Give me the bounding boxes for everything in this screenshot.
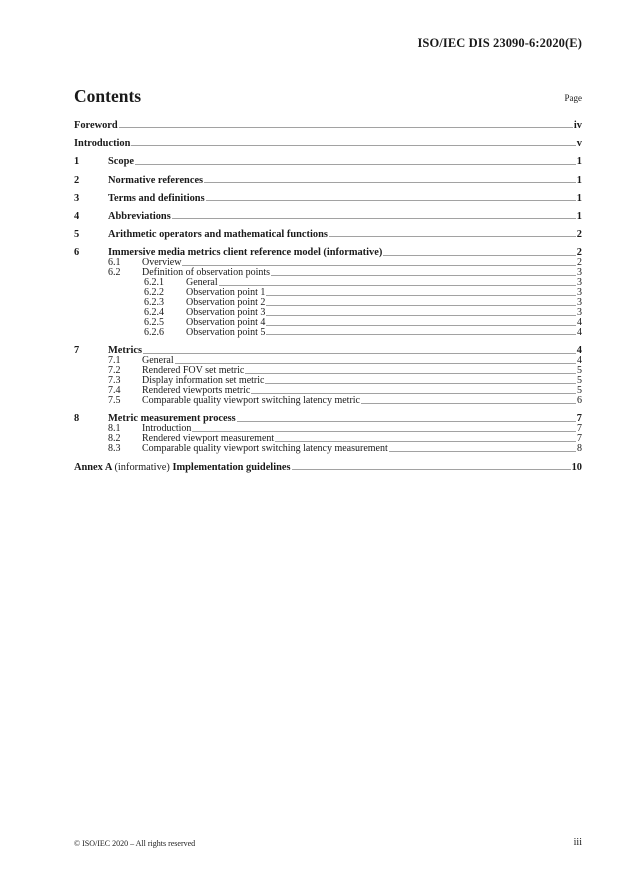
toc-entry[interactable]	[74, 121, 582, 130]
toc-entry-page: 7	[577, 433, 582, 445]
toc-entry[interactable]	[74, 346, 582, 355]
toc-entry-number: 6.2.2	[144, 287, 164, 299]
toc-entry-number: 7.5	[108, 395, 121, 407]
dot-leader	[143, 353, 576, 354]
dot-leader	[266, 315, 576, 316]
dot-leader	[266, 305, 576, 306]
toc-entry[interactable]	[74, 176, 582, 185]
toc-entry-title: Arithmetic operators and mathematical functions	[108, 229, 328, 241]
toc-entry-title: Comparable quality viewport switching latency measurement	[142, 443, 388, 455]
toc-entry-number: 3	[74, 192, 80, 204]
toc-entry-title: Rendered FOV set metric	[142, 365, 245, 377]
toc-entry-title: Introduction	[142, 423, 192, 435]
dot-leader	[389, 451, 576, 452]
dot-leader	[131, 145, 575, 146]
toc-entry-title: Metrics	[108, 345, 143, 357]
toc-entry-title: Observation point 1	[186, 287, 266, 299]
toc-entry-number: 8.3	[108, 443, 121, 455]
toc-entry-page: v	[576, 138, 582, 150]
dot-leader	[172, 218, 576, 219]
toc-entry-page: 3	[577, 297, 582, 309]
toc-entry-title: Rendered viewport measurement	[142, 433, 275, 445]
toc-entry-page: 5	[577, 365, 582, 377]
copyright-notice: © ISO/IEC 2020 – All rights reserved	[74, 839, 196, 848]
toc-entry-page: 3	[577, 287, 582, 299]
toc-entry-title	[74, 463, 291, 473]
toc-entry-page: 4	[577, 327, 582, 339]
dot-leader	[383, 255, 576, 256]
dot-leader	[245, 373, 576, 374]
toc-entry-page: 5	[577, 385, 582, 397]
annex-title: Implementation guidelines	[172, 461, 291, 473]
dot-leader	[206, 200, 576, 201]
toc-entry[interactable]	[74, 139, 582, 148]
toc-entry-page: 5	[577, 375, 582, 387]
dot-leader	[361, 403, 576, 404]
toc-entry[interactable]	[74, 248, 582, 257]
dot-leader	[329, 236, 576, 237]
toc-entry-title: General	[186, 277, 218, 289]
toc-entry[interactable]	[74, 396, 582, 405]
toc-entry-page: 2	[576, 229, 582, 241]
toc-entry[interactable]	[74, 194, 582, 203]
toc-entry[interactable]	[74, 424, 582, 433]
toc-entry-number: 6.2.5	[144, 317, 164, 329]
toc-entry[interactable]	[74, 278, 582, 287]
toc-entry-title: Scope	[108, 156, 134, 168]
annex-prefix: Annex A	[74, 461, 112, 473]
toc-entry-page: 4	[577, 317, 582, 329]
toc-entry-title: Comparable quality viewport switching latency metric	[142, 395, 360, 407]
dot-leader	[251, 393, 576, 394]
dot-leader	[182, 265, 576, 266]
toc-entry-number: 6.2.1	[144, 277, 164, 289]
toc-entry-number: 4	[74, 210, 80, 222]
toc-entry-title: Definition of observation points	[142, 267, 271, 279]
toc-entry[interactable]	[74, 268, 582, 277]
toc-entry[interactable]	[74, 288, 582, 297]
annex-informative: (informative)	[114, 461, 170, 473]
toc-entry-page: 3	[577, 267, 582, 279]
toc-entry-page: 7	[577, 423, 582, 435]
toc-entry-number: 7.4	[108, 385, 121, 397]
toc-entry-title: Abbreviations	[108, 210, 171, 222]
toc-entry-page: 1	[576, 174, 582, 186]
toc-entry-title: Normative references	[108, 174, 204, 186]
toc-entry-title: Introduction	[74, 138, 131, 150]
toc-entry[interactable]	[74, 434, 582, 443]
toc-entry-title: Terms and definitions	[108, 192, 205, 204]
toc-entry[interactable]	[74, 444, 582, 453]
toc-entry[interactable]	[74, 308, 582, 317]
toc-entry-title: Display information set metric	[142, 375, 265, 387]
toc-entry-page: 2	[576, 247, 582, 259]
toc-entry-number: 6.2.6	[144, 327, 164, 339]
toc-entry-page: 7	[576, 413, 582, 425]
dot-leader	[135, 164, 576, 165]
toc-entry-page: 1	[576, 210, 582, 222]
dot-leader	[265, 383, 576, 384]
page-title: Contents	[74, 86, 142, 106]
toc-entry-page: 2	[577, 257, 582, 269]
toc-entry-number: 8.2	[108, 433, 121, 445]
toc-entry[interactable]	[74, 376, 582, 385]
toc-entry-number: 6.2	[108, 267, 121, 279]
toc-entry[interactable]	[74, 356, 582, 365]
toc-entry-title: Observation point 5	[186, 327, 266, 339]
toc-entry[interactable]	[74, 328, 582, 337]
toc-entry-number: 7.1	[108, 355, 121, 367]
document-id: ISO/IEC DIS 23090-6:2020(E)	[417, 36, 582, 50]
toc-entry[interactable]	[74, 318, 582, 327]
toc-entry-title: Overview	[142, 257, 182, 269]
toc-entry-number: 2	[74, 174, 80, 186]
dot-leader	[204, 182, 576, 183]
dot-leader	[275, 441, 576, 442]
dot-leader	[292, 469, 571, 470]
toc-entry-title: Observation point 3	[186, 307, 266, 319]
page-number: iii	[573, 837, 582, 848]
toc-entry-page: 3	[577, 277, 582, 289]
toc-entry-number: 7	[74, 345, 80, 357]
toc-entry[interactable]	[74, 157, 582, 166]
toc-entry-title: Metric measurement process	[108, 413, 236, 425]
toc-entry[interactable]	[74, 298, 582, 307]
toc-entry-number: 6	[74, 247, 80, 259]
toc-entry-page: 3	[577, 307, 582, 319]
toc-entry-page: 1	[576, 192, 582, 204]
toc-entry-number: 7.3	[108, 375, 121, 387]
toc-entry-number: 6.1	[108, 257, 121, 269]
dot-leader	[175, 363, 576, 364]
toc-entry-page: 1	[576, 156, 582, 168]
toc-entry-page: 8	[577, 443, 582, 455]
toc-entry-title: Observation point 4	[186, 317, 266, 329]
dot-leader	[271, 275, 576, 276]
dot-leader	[266, 325, 576, 326]
dot-leader	[237, 421, 576, 422]
toc-entry-number: 6.2.3	[144, 297, 164, 309]
page-column-label: Page	[564, 93, 582, 103]
toc-entry-title: Rendered viewports metric	[142, 385, 251, 397]
toc-entry-page: 4	[577, 355, 582, 367]
toc-entry-page: iv	[573, 120, 582, 131]
toc-entry-number: 1	[74, 156, 80, 168]
toc-entry-number: 7.2	[108, 365, 121, 377]
dot-leader	[266, 295, 576, 296]
toc-entry[interactable]	[74, 414, 582, 423]
dot-leader	[219, 285, 576, 286]
toc-entry-annex[interactable]	[74, 463, 582, 472]
toc-entry[interactable]	[74, 212, 582, 221]
toc-entry-title: Immersive media metrics client reference model (informative)	[108, 247, 383, 259]
table-of-contents	[74, 121, 582, 472]
toc-entry-number: 8.1	[108, 423, 121, 435]
toc-entry[interactable]	[74, 386, 582, 395]
toc-entry-page: 10	[571, 461, 582, 473]
toc-entry-number: 8	[74, 413, 80, 425]
toc-entry[interactable]	[74, 258, 582, 267]
dot-leader	[119, 127, 573, 128]
dot-leader	[266, 334, 576, 335]
toc-entry-title: Observation point 2	[186, 297, 266, 309]
toc-entry-page: 6	[577, 395, 582, 407]
toc-entry-title: General	[142, 355, 174, 367]
toc-entry-page: 4	[576, 345, 582, 357]
dot-leader	[192, 431, 576, 432]
toc-entry-number: 5	[74, 229, 80, 241]
toc-entry-number: 6.2.4	[144, 307, 164, 319]
toc-entry[interactable]	[74, 230, 582, 239]
toc-entry-title: Foreword	[74, 120, 118, 131]
toc-entry[interactable]	[74, 366, 582, 375]
